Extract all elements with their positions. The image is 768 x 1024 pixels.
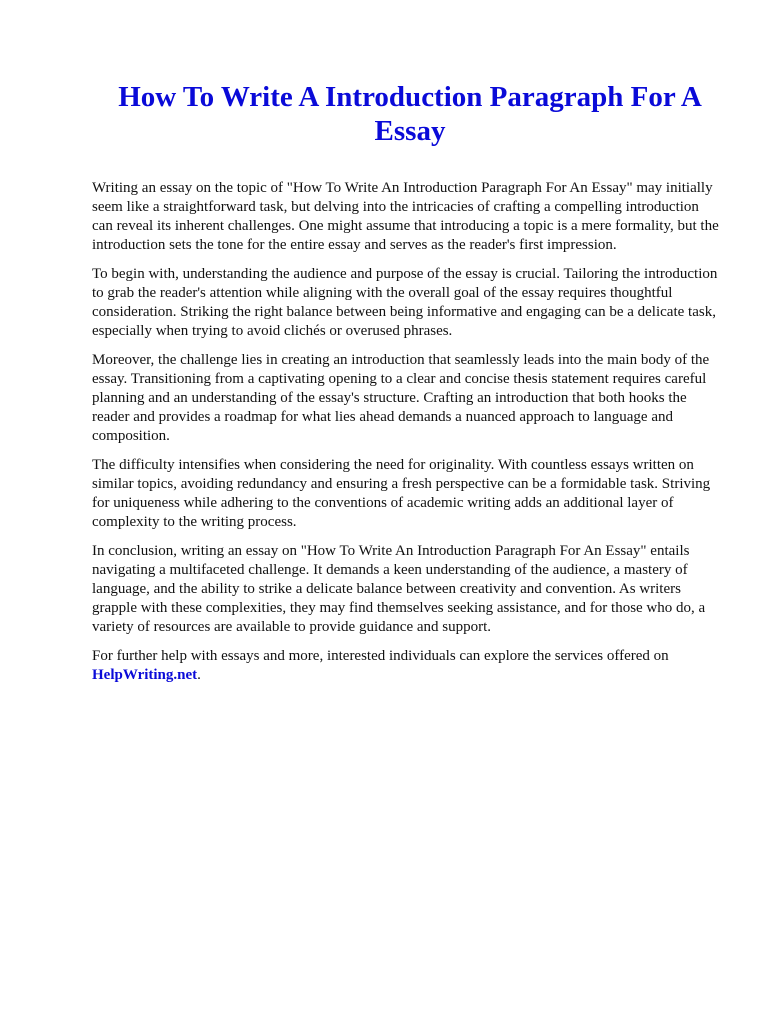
paragraph-5: In conclusion, writing an essay on "How To Write An Introduction Paragraph For An Essay" entails navigating a multifaceted challenge. It demands a keen understanding of the audience, a mastery of language, and the ability to strike a delicate balance between creativity and convention. As writers grapple with these complexities, they may find themselves seeking assistance, and for those who do, a variety of resources are available to provide guidance and support. xyxy=(92,543,706,635)
closing-paragraph xyxy=(92,647,720,685)
paragraph-2: To begin with, understanding the audience and purpose of the essay is crucial. Tailoring the introduction to grab the reader's attention while aligning with the overall goal of the essay requires thoughtful consideration. Striking the right balance between being informative and engaging can be a delicate task, especially when trying to avoid clichés or overused phrases. xyxy=(92,266,718,339)
paragraph-3: Moreover, the challenge lies in creating an introduction that seamlessly leads into the main body of the essay. Transitioning from a captivating opening to a clear and concise thesis statement requires careful planning and an understanding of the essay's structure. Crafting an introduction that both hooks the reader and provides a roadmap for what lies ahead demands a nuanced approach to language and composition. xyxy=(92,352,710,444)
essay-body xyxy=(92,179,720,695)
helpwriting-link[interactable]: HelpWriting.net xyxy=(92,667,198,683)
closing-period: . xyxy=(197,667,201,683)
page-title: How To Write A Introduction Paragraph For A Essay xyxy=(118,81,702,147)
paragraph-1: Writing an essay on the topic of "How To Write An Introduction Paragraph For An Essay" may initially seem like a straightforward task, but delving into the intricacies of crafting a compelling introduction can reveal its inherent challenges. One might assume that introducing a topic is a mere formality, but the introduction sets the tone for the entire essay and serves as the reader's first impression. xyxy=(92,180,719,253)
closing-text: For further help with essays and more, interested individuals can explore the services offered on xyxy=(92,648,669,664)
paragraph-4: The difficulty intensifies when considering the need for originality. With countless essays written on similar topics, avoiding redundancy and ensuring a fresh perspective can be a formidable task. Striving for uniqueness while adhering to the conventions of academic writing adds an additional layer of complexity to the writing process. xyxy=(92,457,711,530)
